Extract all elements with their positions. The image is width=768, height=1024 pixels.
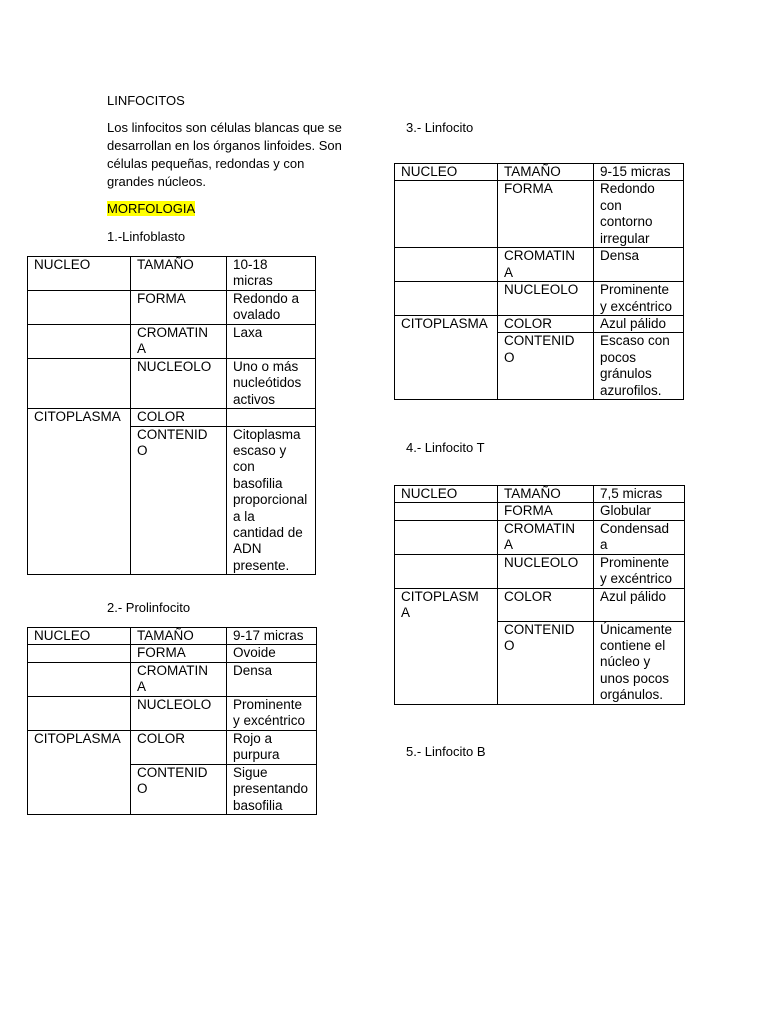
morfologia-highlight: MORFOLOGIA [107,201,196,216]
empty-cell [28,645,131,662]
value-cell: Densa [594,248,684,282]
page-title: LINFOCITOS [107,93,185,108]
property-cell: CROMATIN A [498,520,594,554]
property-cell: FORMA [498,503,594,520]
table-row [28,291,316,325]
table-row [395,282,684,316]
section-heading-prolinfocito: 2.- Prolinfocito [107,600,191,615]
group-label-citoplasma: CITOPLASMA [395,316,498,400]
intro-line: desarrollan en los órganos linfoides. Son [107,138,342,153]
value-cell: Azul pálido [594,316,684,333]
empty-cell [395,248,498,282]
property-cell: NUCLEOLO [498,554,594,588]
group-label-nucleo: NUCLEO [395,486,498,503]
group-label-nucleo: NUCLEO [28,257,131,291]
table-row [28,628,317,645]
morfologia-heading [107,200,195,218]
table-row [28,409,316,426]
group-label-citoplasma: CITOPLASMA [28,730,131,814]
property-cell: TAMAÑO [131,628,227,645]
value-cell: Prominente y excéntrico [227,696,317,730]
value-cell: Sigue presentando basofilia [227,764,317,814]
value-cell: Laxa [227,325,316,359]
empty-cell [28,325,131,359]
value-cell: Rojo a purpura [227,730,317,764]
value-cell: Prominente y excéntrico [594,282,684,316]
table-linfoblasto [27,256,316,575]
value-cell: Redondo a ovalado [227,291,316,325]
property-cell: NUCLEOLO [131,696,227,730]
property-cell: CONTENID O [498,621,594,704]
value-cell: Escaso con pocos gránulos azurofilos. [594,333,684,400]
table-row [28,645,317,662]
value-cell: Condensad a [594,520,685,554]
table-row [28,257,316,291]
intro-paragraph [107,119,387,191]
table-row [395,588,685,621]
empty-cell [395,282,498,316]
section-heading-linfoblasto: 1.-Linfoblasto [107,229,186,244]
property-cell: NUCLEOLO [498,282,594,316]
value-cell: Únicamente contiene el núcleo y unos pocos orgánulos. [594,621,685,704]
property-cell: TAMAÑO [498,164,594,181]
value-cell: Ovoide [227,645,317,662]
table-row [28,730,317,764]
value-cell: Redondo con contorno irregular [594,181,684,248]
table-row [395,554,685,588]
property-cell: CROMATIN A [131,325,227,359]
table-row [395,520,685,554]
property-cell: FORMA [131,291,227,325]
value-cell: 9-15 micras [594,164,684,181]
property-cell: COLOR [131,409,227,426]
property-cell: CROMATIN A [498,248,594,282]
value-cell: Globular [594,503,685,520]
table-row [28,325,316,359]
value-cell: Citoplasma escaso y con basofilia proporcional a la cantidad de ADN presente. [227,426,316,575]
property-cell: COLOR [131,730,227,764]
table-row [395,316,684,333]
empty-cell [395,520,498,554]
table-row [395,164,684,181]
empty-cell [395,181,498,248]
value-cell: Prominente y excéntrico [594,554,685,588]
intro-line: Los linfocitos son células blancas que se [107,120,342,135]
value-cell: Uno o más nucleótidos activos [227,359,316,409]
section-heading-linfocito: 3.- Linfocito [406,120,474,135]
table-row [395,181,684,248]
property-cell: CONTENID O [131,426,227,575]
property-cell: CROMATIN A [131,662,227,696]
property-cell: NUCLEOLO [131,359,227,409]
empty-cell [28,291,131,325]
value-cell: Densa [227,662,317,696]
property-cell: TAMAÑO [131,257,227,291]
empty-cell [28,359,131,409]
table-row [395,248,684,282]
property-cell: FORMA [131,645,227,662]
table-linfocito [394,163,684,400]
empty-cell [395,554,498,588]
intro-line: grandes núcleos. [107,174,207,189]
property-cell: CONTENID O [131,764,227,814]
value-cell: 9-17 micras [227,628,317,645]
table-prolinfocito [27,627,317,815]
empty-cell [28,662,131,696]
property-cell: FORMA [498,181,594,248]
table-linfocito-t [394,485,685,705]
property-cell: COLOR [498,588,594,621]
value-cell: 10-18 micras [227,257,316,291]
value-cell: Azul pálido [594,588,685,621]
group-label-nucleo: NUCLEO [395,164,498,181]
property-cell: CONTENID O [498,333,594,400]
group-label-nucleo: NUCLEO [28,628,131,645]
empty-cell [28,696,131,730]
property-cell: COLOR [498,316,594,333]
intro-line: células pequeñas, redondas y con [107,156,305,171]
group-label-citoplasma: CITOPLASM A [395,588,498,704]
section-heading-linfocito-t: 4.- Linfocito T [406,440,485,455]
empty-cell [395,503,498,520]
property-cell: TAMAÑO [498,486,594,503]
table-row [28,696,317,730]
table-row [395,503,685,520]
value-cell: 7,5 micras [594,486,685,503]
section-heading-linfocito-b: 5.- Linfocito B [406,744,486,759]
group-label-citoplasma: CITOPLASMA [28,409,131,575]
table-row [28,359,316,409]
value-cell [227,409,316,426]
table-row [395,486,685,503]
table-row [28,662,317,696]
